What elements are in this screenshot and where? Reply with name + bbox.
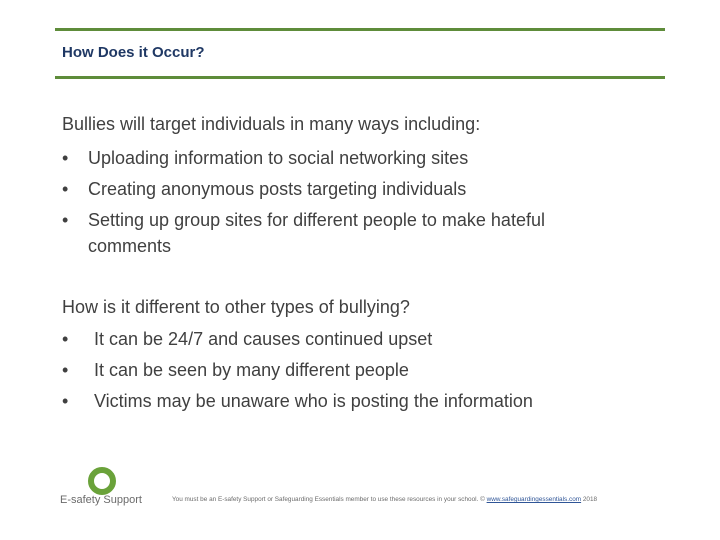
- slide-title: How Does it Occur?: [62, 44, 205, 61]
- list-item-text: Victims may be unaware who is posting the information: [94, 391, 533, 411]
- logo-wordmark: E-safety Support: [60, 494, 142, 506]
- bullet-icon: •: [62, 329, 69, 349]
- footer-text: You must be an E-safety Support or Safeguarding Essentials member to use these resources in your school. ©: [172, 496, 487, 503]
- green-ring-logo-icon: [58, 462, 153, 514]
- list-item-text: It can be seen by many different people: [94, 360, 409, 380]
- section2-list: [62, 326, 662, 414]
- section1-list: [62, 145, 662, 259]
- bullet-icon: •: [62, 391, 69, 411]
- section2-question: How is it different to other types of bullying?: [62, 297, 410, 317]
- header-top-rule: [55, 28, 665, 31]
- list-item: [62, 326, 662, 352]
- list-item: [62, 176, 662, 202]
- list-item: [62, 388, 662, 414]
- list-item-text: Setting up group sites for different people to make hateful comments: [88, 210, 545, 256]
- bullet-icon: •: [62, 210, 69, 230]
- bullet-icon: •: [62, 179, 69, 199]
- section1-intro: Bullies will target individuals in many ways including:: [62, 114, 481, 134]
- list-item-text: It can be 24/7 and causes continued upset: [94, 329, 433, 349]
- footer-year: 2018: [581, 496, 598, 503]
- list-item: [62, 207, 628, 259]
- slide-content: [62, 114, 662, 419]
- list-item-text: Uploading information to social networking sites: [88, 148, 469, 168]
- bullet-icon: •: [62, 360, 69, 380]
- list-item: [62, 357, 662, 383]
- bullet-icon: •: [62, 148, 69, 168]
- list-item-text: Creating anonymous posts targeting individuals: [88, 179, 467, 199]
- footer-link[interactable]: www.safeguardingessentials.com: [486, 496, 582, 503]
- footer-notice: [172, 496, 668, 503]
- header-bottom-rule: [55, 76, 665, 79]
- list-item: [62, 145, 662, 171]
